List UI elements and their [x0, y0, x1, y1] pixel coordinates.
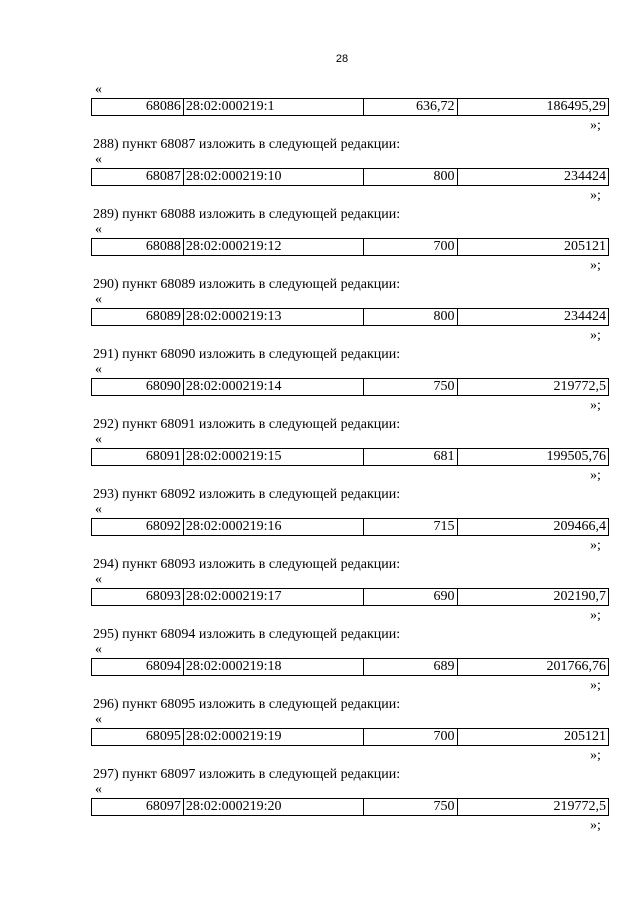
- table-row: [91, 518, 609, 536]
- row-value: 219772,5: [457, 379, 608, 396]
- open-quote: «: [95, 152, 102, 167]
- row-number: 68091: [92, 449, 184, 466]
- amendment-instruction: 296) пункт 68095 изложить в следующей редакции:: [93, 697, 401, 712]
- open-quote: «: [95, 222, 102, 237]
- open-quote: «: [95, 502, 102, 517]
- amendment-block: [0, 712, 640, 782]
- table-row: [91, 98, 609, 116]
- amendment-list: [0, 82, 640, 852]
- open-quote: «: [95, 572, 102, 587]
- amendment-block: [0, 152, 640, 222]
- amendment-instruction: 289) пункт 68088 изложить в следующей редакции:: [93, 207, 401, 222]
- close-quote: »;: [590, 678, 601, 693]
- row-value: 199505,76: [457, 449, 608, 466]
- amendment-block: [0, 572, 640, 642]
- row-value: 202190,7: [457, 589, 608, 606]
- row-area: 800: [363, 169, 457, 186]
- row-cadastral: 28:02:000219:16: [183, 519, 363, 536]
- amendment-instruction: 297) пункт 68097 изложить в следующей редакции:: [93, 767, 401, 782]
- table-row: [91, 798, 609, 816]
- amendment-instruction: 290) пункт 68089 изложить в следующей редакции:: [93, 277, 401, 292]
- open-quote: «: [95, 642, 102, 657]
- close-quote: »;: [590, 258, 601, 273]
- amendment-instruction: 295) пункт 68094 изложить в следующей редакции:: [93, 627, 401, 642]
- close-quote: »;: [590, 748, 601, 763]
- amendment-block: [0, 502, 640, 572]
- table-row: [91, 168, 609, 186]
- close-quote: »;: [590, 118, 601, 133]
- amendment-block: [0, 222, 640, 292]
- row-value: 219772,5: [457, 799, 608, 816]
- row-cadastral: 28:02:000219:12: [183, 239, 363, 256]
- amendment-block: [0, 292, 640, 362]
- row-number: 68090: [92, 379, 184, 396]
- row-area: 700: [363, 239, 457, 256]
- amendment-block: [0, 82, 640, 152]
- table-row: [91, 378, 609, 396]
- table-row: [91, 728, 609, 746]
- row-area: 700: [363, 729, 457, 746]
- close-quote: »;: [590, 468, 601, 483]
- page-number: 28: [335, 53, 349, 65]
- row-value: 205121: [457, 239, 608, 256]
- row-cadastral: 28:02:000219:20: [183, 799, 363, 816]
- row-area: 750: [363, 799, 457, 816]
- row-value: 234424: [457, 169, 608, 186]
- table-row: [91, 238, 609, 256]
- table-row: [91, 588, 609, 606]
- row-cadastral: 28:02:000219:15: [183, 449, 363, 466]
- row-cadastral: 28:02:000219:10: [183, 169, 363, 186]
- row-area: 689: [363, 659, 457, 676]
- close-quote: »;: [590, 398, 601, 413]
- row-cadastral: 28:02:000219:19: [183, 729, 363, 746]
- amendment-instruction: 294) пункт 68093 изложить в следующей редакции:: [93, 557, 401, 572]
- row-area: 800: [363, 309, 457, 326]
- close-quote: »;: [590, 538, 601, 553]
- row-value: 201766,76: [457, 659, 608, 676]
- row-value: 205121: [457, 729, 608, 746]
- close-quote: »;: [590, 608, 601, 623]
- row-area: 750: [363, 379, 457, 396]
- open-quote: «: [95, 362, 102, 377]
- row-area: 636,72: [363, 99, 457, 116]
- open-quote: «: [95, 432, 102, 447]
- amendment-instruction: 292) пункт 68091 изложить в следующей редакции:: [93, 417, 401, 432]
- amendment-instruction: 288) пункт 68087 изложить в следующей редакции:: [93, 137, 401, 152]
- row-number: 68086: [92, 99, 184, 116]
- row-area: 690: [363, 589, 457, 606]
- amendment-block: [0, 782, 640, 852]
- open-quote: «: [95, 292, 102, 307]
- row-value: 234424: [457, 309, 608, 326]
- open-quote: «: [95, 82, 102, 97]
- close-quote: »;: [590, 328, 601, 343]
- row-number: 68088: [92, 239, 184, 256]
- table-row: [91, 658, 609, 676]
- amendment-block: [0, 362, 640, 432]
- close-quote: »;: [590, 188, 601, 203]
- row-value: 186495,29: [457, 99, 608, 116]
- row-number: 68093: [92, 589, 184, 606]
- amendment-instruction: 291) пункт 68090 изложить в следующей редакции:: [93, 347, 401, 362]
- table-row: [91, 448, 609, 466]
- row-area: 681: [363, 449, 457, 466]
- row-cadastral: 28:02:000219:1: [183, 99, 363, 116]
- row-cadastral: 28:02:000219:18: [183, 659, 363, 676]
- row-number: 68095: [92, 729, 184, 746]
- amendment-block: [0, 642, 640, 712]
- row-area: 715: [363, 519, 457, 536]
- row-number: 68092: [92, 519, 184, 536]
- amendment-block: [0, 432, 640, 502]
- row-number: 68089: [92, 309, 184, 326]
- row-cadastral: 28:02:000219:13: [183, 309, 363, 326]
- close-quote: »;: [590, 818, 601, 833]
- row-number: 68094: [92, 659, 184, 676]
- row-number: 68087: [92, 169, 184, 186]
- row-number: 68097: [92, 799, 184, 816]
- open-quote: «: [95, 712, 102, 727]
- amendment-instruction: 293) пункт 68092 изложить в следующей редакции:: [93, 487, 401, 502]
- open-quote: «: [95, 782, 102, 797]
- table-row: [91, 308, 609, 326]
- row-cadastral: 28:02:000219:17: [183, 589, 363, 606]
- row-value: 209466,4: [457, 519, 608, 536]
- row-cadastral: 28:02:000219:14: [183, 379, 363, 396]
